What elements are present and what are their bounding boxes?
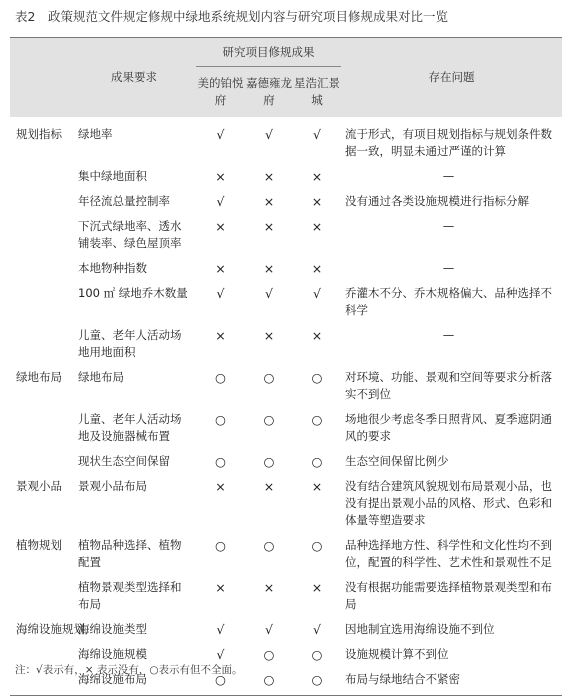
project-3-mark: ○ (311, 538, 323, 553)
row-item: 海绵设施规模 (78, 647, 147, 661)
project-1-mark: × (215, 169, 226, 184)
row-item: 现状生态空间保留 (78, 454, 170, 468)
project-1-mark: ○ (215, 538, 226, 553)
table-row (10, 164, 562, 189)
header-problem: 存在问题 (341, 38, 562, 118)
table-caption: 表2 政策规范文件规定修规中绿地系统规划内容与研究项目修规成果对比一览 (15, 9, 448, 24)
table-body (10, 117, 562, 696)
row-problem: 场地很少考虑冬季日照背风、夏季遮阴通风的要求 (345, 412, 553, 443)
row-problem: 流于形式，有项目规划指标与规划条件数据一致，明显未通过严谨的计算 (345, 127, 553, 158)
row-category (10, 164, 72, 189)
row-category (10, 575, 72, 617)
project-2-mark: × (263, 328, 275, 343)
project-1-mark: √ (216, 622, 225, 637)
table-row (10, 449, 562, 474)
row-problem: 乔灌木不分、乔木规格偏大、品种选择不科学 (345, 286, 553, 317)
project-2-mark: × (263, 219, 275, 234)
project-2-mark: ○ (263, 538, 275, 553)
project-1-mark: ○ (215, 412, 226, 427)
project-3-mark: × (311, 194, 323, 209)
table-row (10, 323, 562, 365)
project-3-mark: √ (313, 286, 321, 301)
row-item: 年径流总量控制率 (78, 194, 170, 208)
project-3-mark: × (311, 328, 323, 343)
row-category: 海绵设施规划 (16, 622, 85, 636)
row-category: 景观小品 (16, 479, 62, 493)
row-item: 绿地布局 (78, 370, 124, 384)
table-row (10, 575, 562, 617)
row-problem: 对环境、功能、景观和空间等要求分析落实不到位 (345, 370, 553, 401)
project-2-mark: × (263, 580, 275, 595)
row-category: 规划指标 (16, 127, 62, 141)
project-1-mark: √ (216, 127, 225, 142)
project-2-mark: ○ (263, 454, 275, 469)
project-3-mark: ○ (311, 647, 323, 662)
header-requirement: 成果要求 (72, 38, 196, 118)
row-problem: 没有根据功能需要选择植物景观类型和布局 (345, 580, 553, 611)
row-category (10, 449, 72, 474)
header-project-2: 嘉德雍龙府 (246, 76, 292, 107)
project-1-mark: ○ (215, 454, 226, 469)
header-project-group: 研究项目修规成果 (196, 38, 341, 67)
project-2-mark: √ (265, 622, 273, 637)
project-1-mark: ○ (215, 370, 226, 385)
project-3-mark: √ (313, 622, 321, 637)
row-item: 集中绿地面积 (78, 169, 147, 183)
project-3-mark: × (311, 580, 323, 595)
project-1-mark: × (215, 328, 226, 343)
row-problem: 没有结合建筑风貌规划布局景观小品，也没有提出景观小品的风格、形式、色彩和体量等塑造要求 (345, 479, 553, 527)
project-2-mark: ○ (263, 370, 275, 385)
row-category (10, 407, 72, 449)
project-2-mark: × (263, 194, 275, 209)
project-3-mark: ○ (311, 412, 323, 427)
table-row (10, 474, 562, 533)
project-1-mark: × (215, 261, 226, 276)
project-3-mark: ○ (311, 672, 323, 687)
project-1-mark: × (215, 479, 226, 494)
project-1-mark: √ (216, 194, 225, 209)
table-row (10, 117, 562, 164)
row-item: 儿童、老年人活动场地用地面积 (78, 328, 182, 359)
row-problem: 因地制宜选用海绵设施不到位 (345, 622, 495, 636)
row-item: 儿童、老年人活动场地及设施器械布置 (78, 412, 182, 443)
row-problem: 设施规模计算不到位 (345, 647, 449, 661)
project-3-mark: √ (313, 127, 321, 142)
row-category: 植物规划 (16, 538, 62, 552)
row-category (10, 214, 72, 256)
row-category (10, 256, 72, 281)
project-3-mark: ○ (311, 370, 323, 385)
row-item: 100 ㎡ 绿地乔木数量 (78, 286, 188, 300)
project-3-mark: × (311, 261, 323, 276)
row-item: 海绵设施布局 (78, 672, 147, 686)
row-item: 植物景观类型选择和布局 (78, 580, 182, 611)
row-item: 景观小品布局 (78, 479, 147, 493)
comparison-table (10, 37, 562, 696)
row-problem: — (442, 169, 455, 183)
row-problem: 布局与绿地结合不紧密 (345, 672, 461, 686)
project-2-mark: ○ (263, 412, 275, 427)
row-problem: 品种选择地方性、科学性和文化性均不到位，配置的科学性、艺术性和景观性不足 (345, 538, 553, 569)
row-category (10, 323, 72, 365)
row-item: 本地物种指数 (78, 261, 147, 275)
project-1-mark: √ (216, 647, 225, 662)
row-category: 绿地布局 (16, 370, 62, 384)
project-1-mark: ○ (215, 672, 226, 687)
table-row (10, 365, 562, 407)
table-header (10, 38, 562, 118)
row-problem: — (442, 219, 455, 233)
row-item: 绿地率 (78, 127, 113, 141)
row-item: 海绵设施类型 (78, 622, 147, 636)
table-row (10, 407, 562, 449)
project-2-mark: ○ (263, 672, 275, 687)
note-text: 注：√表示有，× 表示没有，○表示有但不全面。 (15, 664, 243, 676)
project-2-mark: × (263, 479, 275, 494)
row-category (10, 189, 72, 214)
project-1-mark: × (215, 219, 226, 234)
project-3-mark: × (311, 479, 323, 494)
project-3-mark: × (311, 219, 323, 234)
table-row (10, 214, 562, 256)
table-row (10, 617, 562, 642)
table-note (15, 662, 243, 677)
table-row (10, 256, 562, 281)
header-project-1: 美的铂悦府 (197, 76, 244, 107)
row-problem: 生态空间保留比例少 (345, 454, 449, 468)
row-item: 下沉式绿地率、透水铺装率、绿色屋顶率 (78, 219, 182, 250)
header-project-3: 星浩汇景城 (294, 76, 341, 107)
row-category (10, 281, 72, 323)
row-problem: — (442, 261, 455, 275)
project-2-mark: ○ (263, 647, 275, 662)
project-1-mark: × (215, 580, 226, 595)
table-row (10, 533, 562, 575)
row-item: 植物品种选择、植物配置 (78, 538, 182, 569)
project-2-mark: × (263, 169, 275, 184)
project-1-mark: √ (216, 286, 225, 301)
row-problem: 没有通过各类设施规模进行指标分解 (345, 194, 530, 208)
project-2-mark: × (263, 261, 275, 276)
project-3-mark: × (311, 169, 323, 184)
row-problem: — (442, 328, 455, 342)
table-row (10, 189, 562, 214)
project-2-mark: √ (265, 127, 273, 142)
project-3-mark: ○ (311, 454, 323, 469)
table-row (10, 281, 562, 323)
project-2-mark: √ (265, 286, 273, 301)
